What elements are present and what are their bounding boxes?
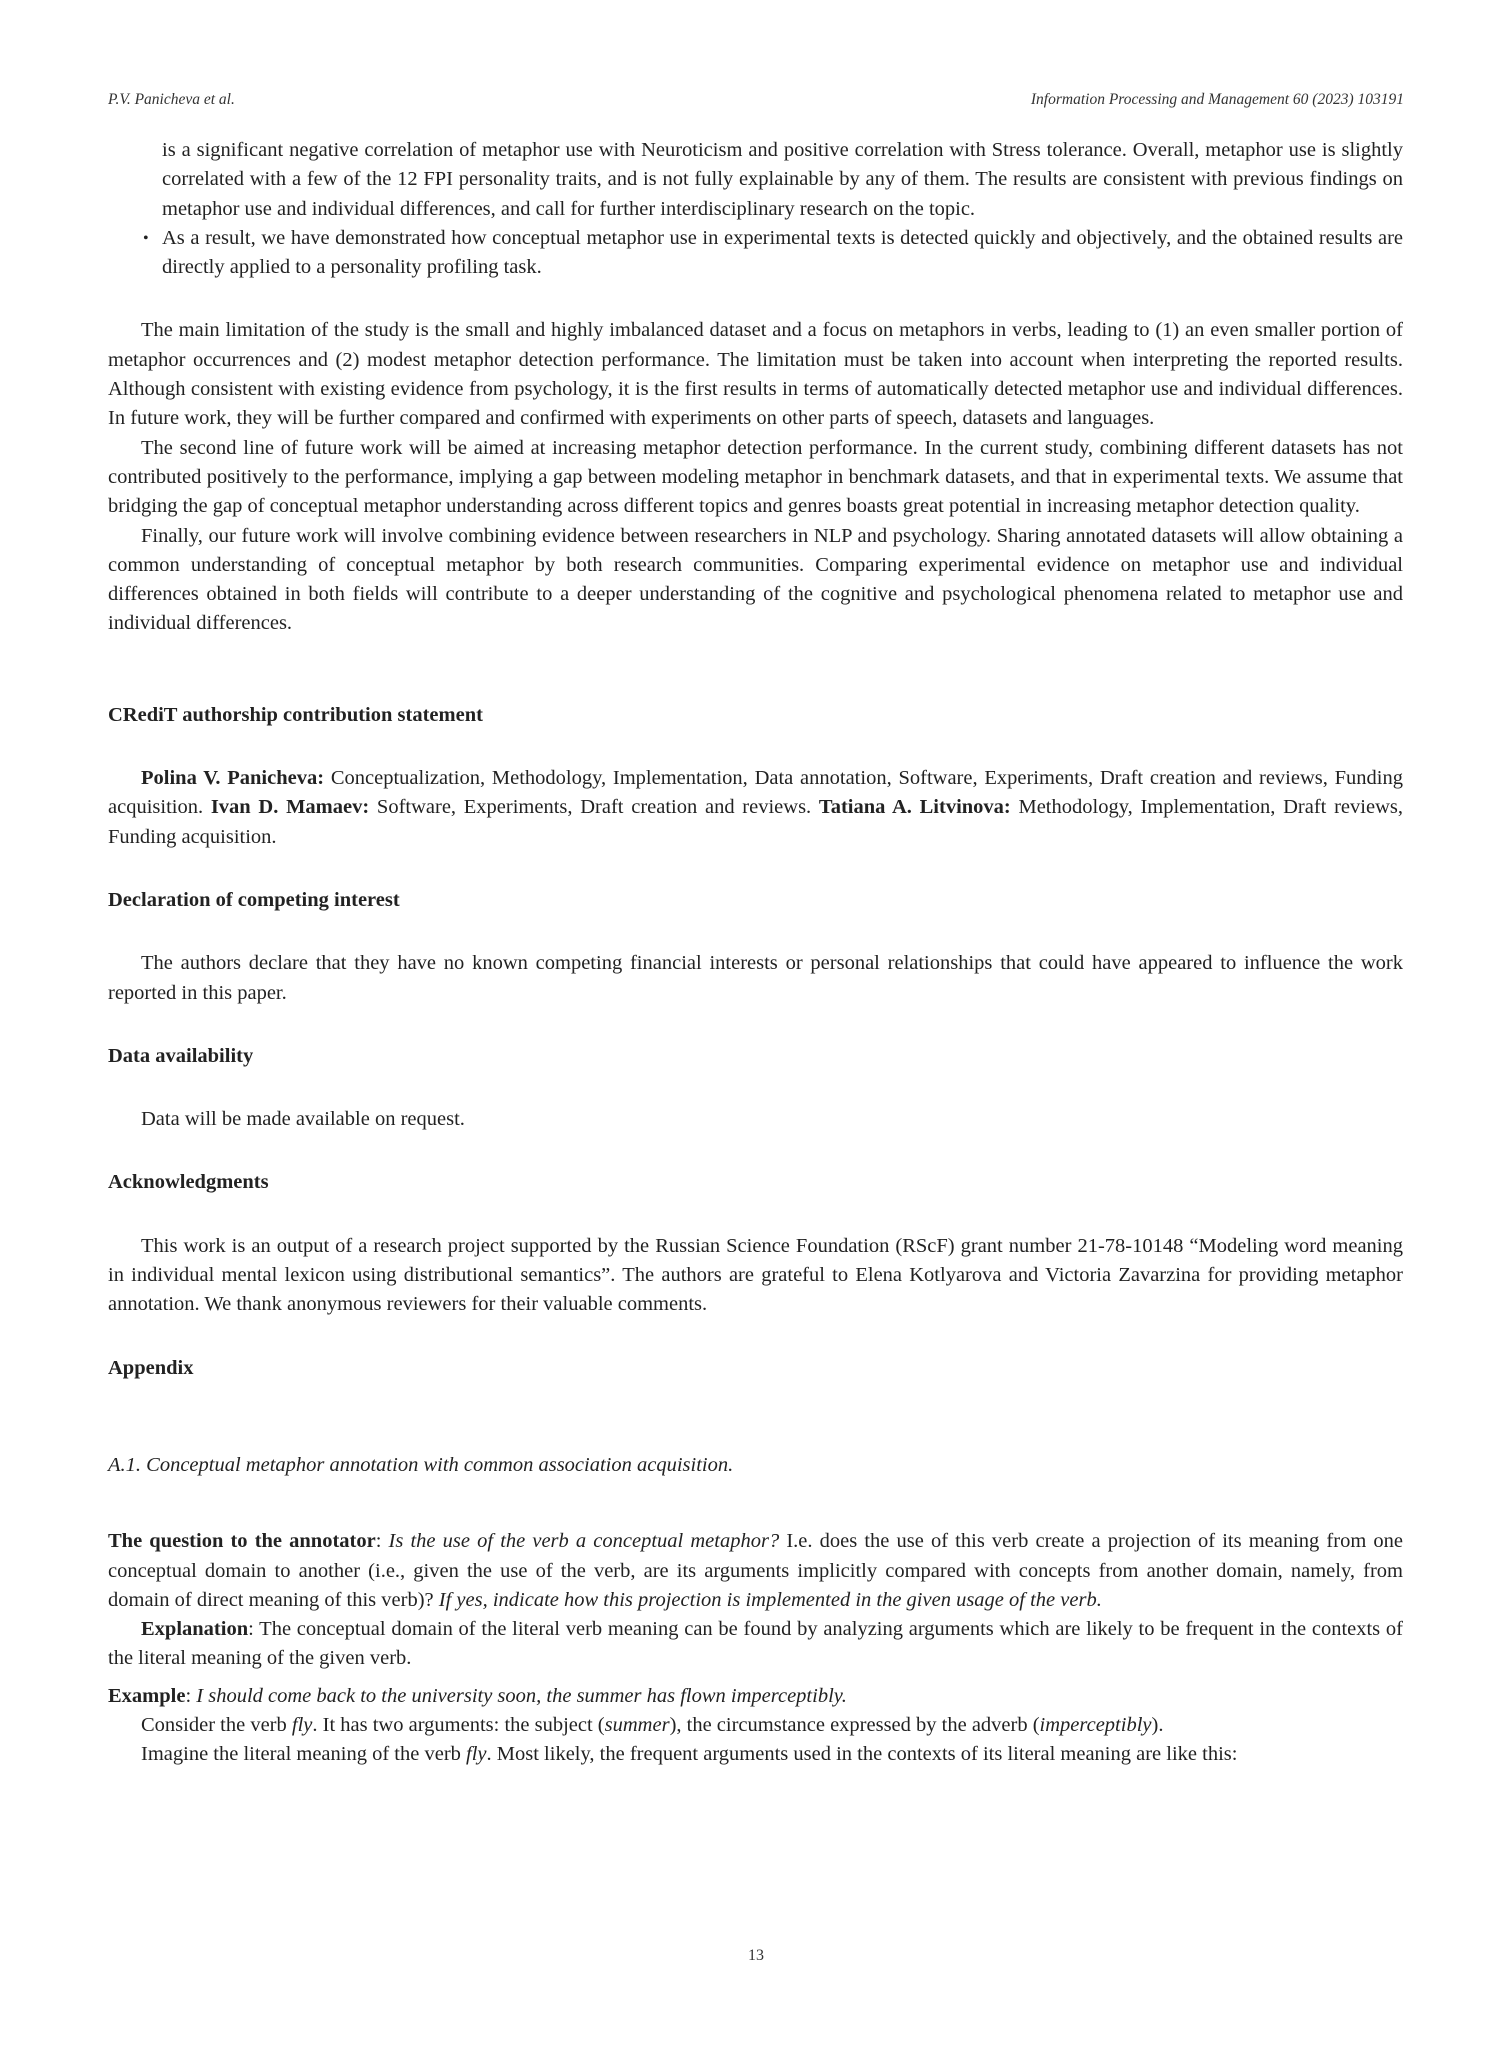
explanation-text: : The conceptual domain of the literal verb meaning can be found by analyzing arguments which are likely to be frequent in the contexts of the literal meaning of the given verb. xyxy=(108,1618,1403,1670)
author-name: Tatiana A. Litvinova: xyxy=(818,796,1011,819)
example-sentence: I should come back to the university soon, the summer has flown imperceptibly. xyxy=(196,1684,847,1707)
verb-term: fly xyxy=(466,1743,487,1766)
acknowledgments-text: This work is an output of a research project supported by the Russian Science Foundation (RScF) grant number 21-78-10148 “Modeling word meaning in individual mental lexicon using distributional semantics”. The authors are grateful to Elena Kotlyarova and Victoria Zavarzina for providing metaphor annotation. We thank anonymous reviewers for their valuable comments. xyxy=(108,1234,1403,1316)
example-colon: : xyxy=(185,1684,197,1707)
annotator-question xyxy=(108,1527,1403,1615)
paragraph-future-work: The second line of future work will be aimed at increasing metaphor detection performance. In the current study, combining different datasets has not contributed positively to the performance, implying a gap between modeling metaphor in benchmark datasets, and that in experimental texts. We assume that bridging the gap of conceptual metaphor understanding across different topics and genres boasts great potential in increasing metaphor detection quality. xyxy=(108,436,1403,518)
bullet-result-text: As a result, we have demonstrated how conceptual metaphor use in experimental texts is detected quickly and objectively, and the obtained results are directly applied to a personality profiling task. xyxy=(162,226,1403,279)
question-instruction: If yes, indicate how this projection is implemented in the given usage of the verb. xyxy=(438,1588,1102,1611)
paragraph-limitations: The main limitation of the study is the small and highly imbalanced dataset and a focus on metaphors in verbs, leading to (1) an even smaller portion of metaphor occurrences and (2) modest metaphor detection performance. The limitation must be taken into account when interpreting the reported results. Although consistent with existing evidence from psychology, it is the first results in terms of automatically detected metaphor use and individual differences. In future work, they will be further compared and confirmed with experiments on other parts of speech, datasets and languages. xyxy=(108,319,1403,430)
author-roles: Methodology, Implementation, Draft reviews, Funding acquisition. xyxy=(108,796,1403,848)
author-name: Polina V. Panicheva: xyxy=(141,767,325,790)
header-journal: Information Processing and Management 60 (2023) 103191 xyxy=(1030,91,1404,108)
author-roles: Software, Experiments, Draft creation and reviews. xyxy=(369,796,819,819)
list-item xyxy=(162,136,1403,224)
section-heading-data-availability: Data availability xyxy=(108,1044,254,1067)
section-heading-acknowledgments: Acknowledgments xyxy=(108,1171,269,1194)
imagine-text: . Most likely, the frequent arguments used in the contexts of its literal meaning are like this: xyxy=(486,1743,1238,1766)
credit-statement xyxy=(108,764,1403,852)
example-label: Example xyxy=(108,1684,186,1707)
paragraph-collaboration: Finally, our future work will involve combining evidence between researchers in NLP and psychology. Sharing annotated datasets will allow obtaining a common understanding of conceptual metaphor by both research communities. Comparing experimental evidence on metaphor use and individual differences obtained in both fields will contribute to a deeper understanding of the cognitive and psychological phenomena related to metaphor use and individual differences. xyxy=(108,524,1403,635)
example-paragraph xyxy=(108,1682,1403,1711)
adverb-term: imperceptibly xyxy=(1039,1713,1152,1736)
running-header xyxy=(108,91,1404,109)
list-item xyxy=(143,224,1403,283)
bullet-continuation-text: is a significant negative correlation of metaphor use with Neuroticism and positive correlation with Stress tolerance. Overall, metaphor use is slightly correlated with a few of the 12 FPI personality traits, and is not fully explainable by any of them. The results are consistent with previous findings on metaphor use and individual differences, and call for further interdisciplinary research on the topic. xyxy=(162,139,1403,220)
section-heading-credit: CRediT authorship contribution statement xyxy=(108,703,483,726)
question-text: I.e. does the use of this verb create a projection of its meaning from one conceptual domain to another (i.e., given the use of the verb, are its arguments implicitly compared with concepts from another domain, namely, from domain of direct meaning of this verb)? xyxy=(108,1530,1404,1611)
competing-interest-text: The authors declare that they have no known competing financial interests or personal relationships that could have appeared to influence the work reported in this paper. xyxy=(108,952,1403,1004)
author-name: Ivan D. Mamaev: xyxy=(210,796,370,819)
question-italic: Is the use of the verb a conceptual metaphor? xyxy=(388,1530,780,1553)
consider-paragraph xyxy=(108,1711,1403,1740)
section-heading-competing: Declaration of competing interest xyxy=(108,888,400,911)
author-roles: Conceptualization, Methodology, Implementation, Data annotation, Software, Experiments, Draft creation and reviews, Funding acquisition. xyxy=(108,767,1403,819)
consider-text: ), the circumstance expressed by the adverb ( xyxy=(669,1713,1040,1736)
header-authors: P.V. Panicheva et al. xyxy=(108,91,235,108)
consider-text: ). xyxy=(1151,1713,1164,1736)
imagine-text: Imagine the literal meaning of the verb xyxy=(141,1743,467,1766)
explanation-label: Explanation xyxy=(141,1618,249,1641)
consider-text: . It has two arguments: the subject ( xyxy=(312,1713,605,1736)
findings-list xyxy=(108,136,1403,282)
explanation-paragraph xyxy=(108,1615,1403,1674)
data-availability-text: Data will be made available on request. xyxy=(141,1108,465,1131)
section-heading-appendix: Appendix xyxy=(108,1356,194,1379)
consider-text: Consider the verb xyxy=(141,1713,292,1736)
subject-term: summer xyxy=(604,1713,670,1736)
appendix-subheading: A.1. Conceptual metaphor annotation with common association acquisition. xyxy=(108,1453,734,1476)
page-number: 13 xyxy=(748,1947,764,1964)
question-label: The question to the annotator xyxy=(108,1530,376,1553)
bullet-icon: • xyxy=(143,229,149,247)
question-colon: : xyxy=(375,1530,389,1553)
verb-term: fly xyxy=(291,1713,313,1736)
body-text xyxy=(108,136,1403,1770)
imagine-paragraph xyxy=(108,1740,1403,1769)
